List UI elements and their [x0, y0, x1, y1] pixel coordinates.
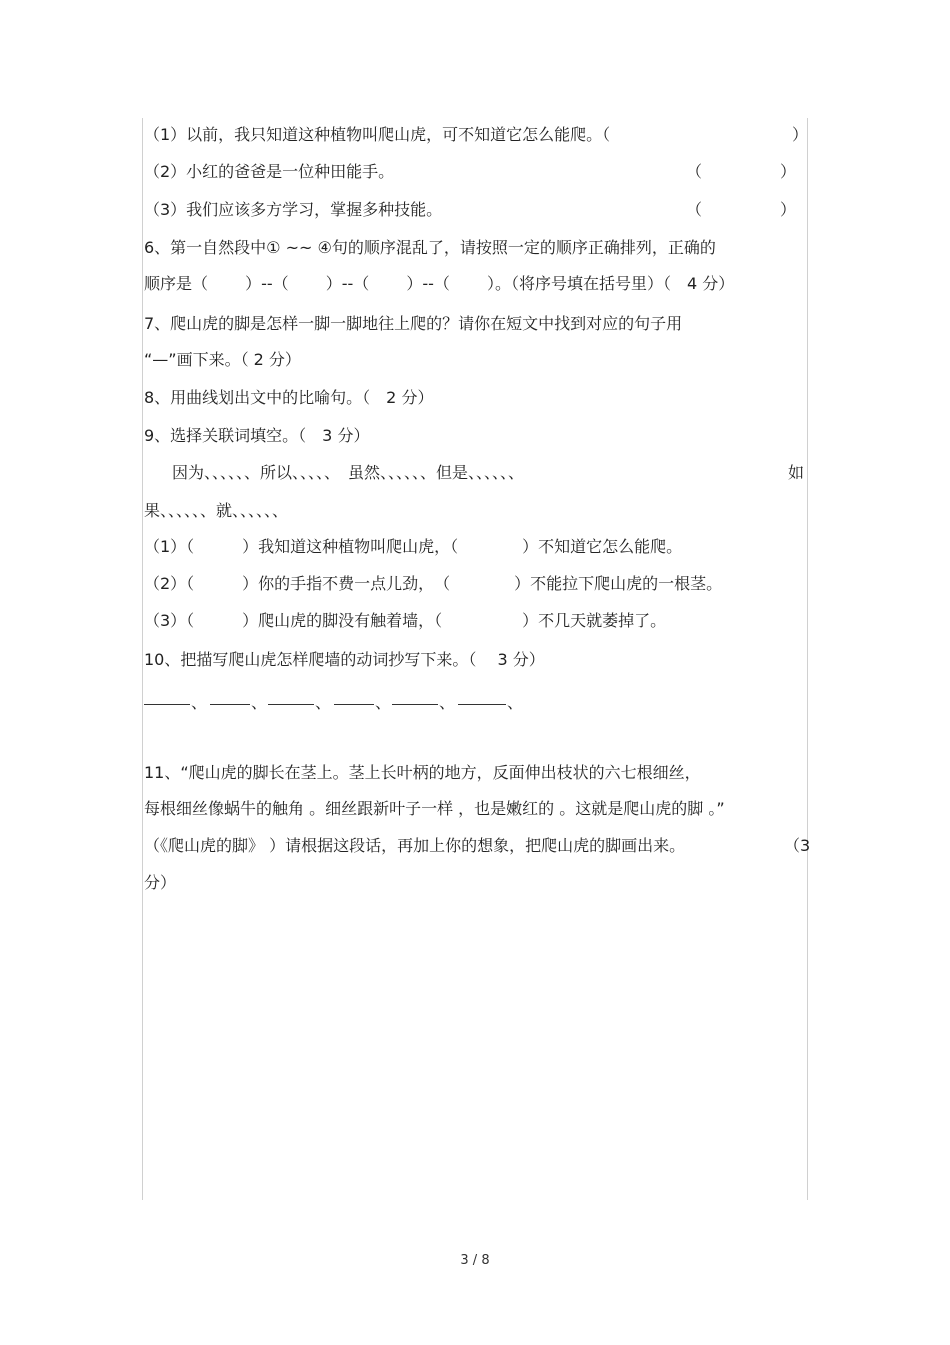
q9-item-3: （3）（ ）爬山虎的脚没有触着墙，（ ）不几天就萎掉了。 [144, 611, 667, 630]
q6-line-2: 顺序是（ ）--（ ）--（ ）--（ ）。（将序号填在括号里）（ 4 分） [144, 274, 735, 293]
answer-blank[interactable] [392, 704, 438, 705]
q7-line-2: “—”画下来。（ 2 分） [144, 350, 301, 369]
q9-word-bank-line-2: 果、、、、、、就、、、、、、 [144, 501, 289, 520]
q8-text: 8、用曲线划出文中的比喻句。（ 2 分） [144, 388, 434, 407]
q11-line-2: 每根细丝像蜗牛的触角 。细丝跟新叶子一样 ，也是嫩红的 。这就是爬山虎的脚 。” [144, 799, 725, 818]
blank-separator: 、 [507, 693, 524, 712]
q9-item-2: （2）（ ）你的手指不费一点儿劲， （ ）不能拉下爬山虎的一根茎。 [144, 574, 723, 593]
blank-separator: 、 [315, 693, 332, 712]
answer-blank[interactable] [144, 704, 190, 705]
blank-separator: 、 [439, 693, 456, 712]
q7-line-1: 7、爬山虎的脚是怎样一脚一脚地往上爬的？请你在短文中找到对应的句子用 [144, 314, 683, 333]
q5-item-2: （2）小红的爸爸是一位种田能手。 [144, 162, 395, 181]
q9-item-1: （1）（ ）我知道这种植物叫爬山虎，（ ）不知道它怎么能爬。 [144, 537, 683, 556]
q11-line-3: （《爬山虎的脚》 ）请根据这段话，再加上你的想象，把爬山虎的脚画出来。 [144, 836, 686, 855]
q5-item-2-close-paren: ） [780, 162, 797, 181]
blank-separator: 、 [191, 693, 208, 712]
q5-item-3-open-paren: （ [686, 200, 703, 219]
q11-line-3-end: （3 [784, 836, 811, 855]
blank-separator: 、 [375, 693, 392, 712]
q9-word-bank-line-1: 因为、、、、、、所以、、、、、 虽然、、、、、、但是、、、、、、 [172, 463, 525, 482]
answer-blank[interactable] [458, 704, 506, 705]
q5-item-3-close-paren: ） [780, 200, 797, 219]
answer-blank[interactable] [268, 704, 314, 705]
q5-item-2-open-paren: （ [686, 162, 703, 181]
page-number: 3 / 8 [460, 1253, 490, 1268]
q10-text: 10、把描写爬山虎怎样爬墙的动词抄写下来。（ 3 分） [144, 650, 545, 669]
q5-item-1: （1）以前，我只知道这种植物叫爬山虎，可不知道它怎么能爬。（ [144, 125, 611, 144]
q5-item-3: （3）我们应该多方学习，掌握多种技能。 [144, 200, 443, 219]
q9-word-bank-line-1-end: 如 [788, 463, 805, 482]
answer-blank[interactable] [334, 704, 374, 705]
q6-line-1: 6、第一自然段中① ~~ ④句的顺序混乱了，请按照一定的顺序正确排列，正确的 [144, 238, 716, 257]
q11-line-1: 11、“爬山虎的脚长在茎上。茎上长叶柄的地方，反面伸出枝状的六七根细丝， [144, 763, 701, 782]
q11-line-4: 分） [144, 873, 177, 892]
blank-separator: 、 [251, 693, 268, 712]
q9-text: 9、选择关联词填空。（ 3 分） [144, 426, 370, 445]
answer-blank[interactable] [210, 704, 250, 705]
q5-item-1-close-paren: ） [792, 125, 809, 144]
